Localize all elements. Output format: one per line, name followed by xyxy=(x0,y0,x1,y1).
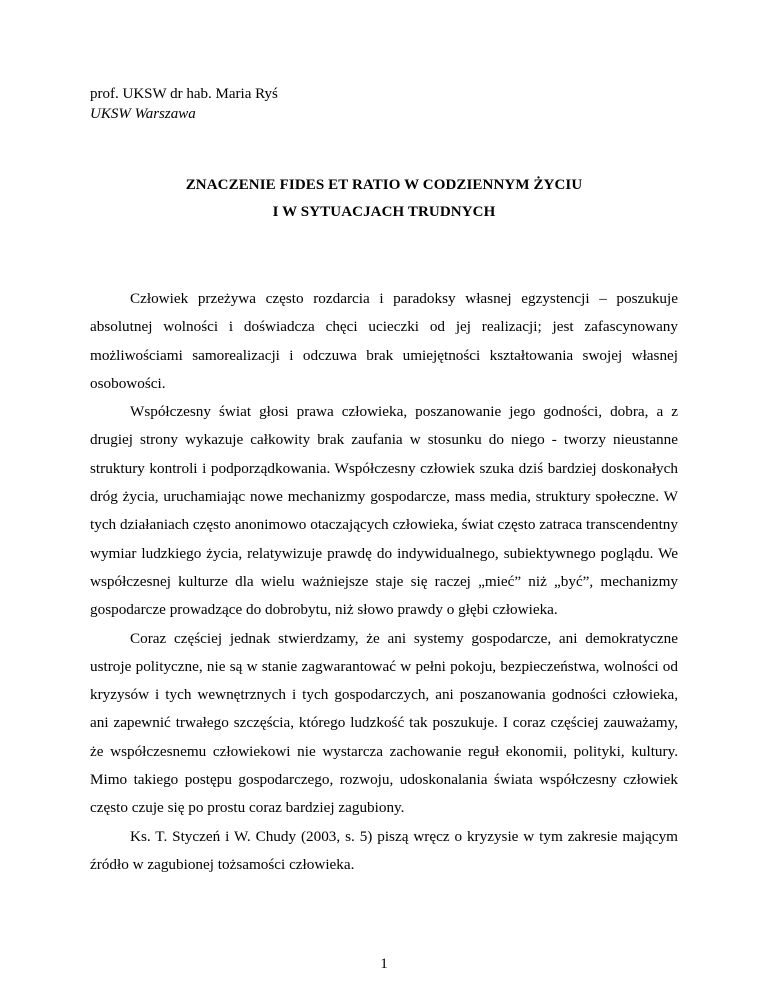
author-affiliation: UKSW Warszawa xyxy=(90,106,196,122)
paragraph: Ks. T. Styczeń i W. Chudy (2003, s. 5) piszą wręcz o kryzysie w tym zakresie mającym źródło w zagubionej tożsamości człowieka. xyxy=(90,827,678,873)
document-title xyxy=(90,172,678,226)
body-text xyxy=(90,285,678,879)
paragraph: Współczesny świat głosi prawa człowieka, poszanowanie jego godności, dobra, a z drugiej strony wykazuje całkowity brak zaufania w stosunku do niego - tworzy nieustanne struktury kontroli i podporządkowania. Współczesny człowiek szuka dziś bardziej doskonałych dróg życia, uruchamiając nowe mechanizmy gospodarcze, mass media, struktury społeczne. W tych działaniach często anonimowo otaczających człowieka, świat często zatraca transcendentny wymiar ludzkiego życia, relatywizuje prawdę do indywidualnego, subiektywnego poglądu. We współczesnej kulturze dla wielu ważniejsze staje się raczej „mieć” niż „być”, mechanizmy gospodarcze prowadzące do dobrobytu, niż słowo prawdy o głębi człowieka. xyxy=(90,403,678,619)
document-page xyxy=(90,0,678,994)
title-line-1: ZNACZENIE FIDES ET RATIO W CODZIENNYM ŻYCIU xyxy=(185,177,583,193)
paragraph: Człowiek przeżywa często rozdarcia i paradoksy własnej egzystencji – poszukuje absolutnej wolności i doświadcza chęci ucieczki od jej realizacji; jest zafascynowany możliwościami samorealizacji i odczuwa brak umiejętności kształtowania swojej własnej osobowości. xyxy=(90,290,678,392)
author-block xyxy=(90,84,278,124)
page-number: 1 xyxy=(380,956,388,972)
paragraph: Coraz częściej jednak stwierdzamy, że ani systemy gospodarcze, ani demokratyczne ustroje polityczne, nie są w stanie zagwarantować w pełni pokoju, bezpieczeństwa, wolności od kryzysów i tych wewnętrznych i tych gospodarczych, ani poszanowania godności człowieka, ani zapewnić trwałego szczęścia, którego ludzkość tak poszukuje. I coraz częściej zauważamy, że współczesnemu człowiekowi nie wystarcza zachowanie reguł ekonomii, polityki, kultury. Mimo takiego postępu gospodarczego, rozwoju, udoskonalania świata współczesny człowiek często czuje się po prostu coraz bardziej zagubiony. xyxy=(90,629,678,817)
title-line-2: I W SYTUACJACH TRUDNYCH xyxy=(272,204,496,220)
author-name: prof. UKSW dr hab. Maria Ryś xyxy=(90,86,278,102)
